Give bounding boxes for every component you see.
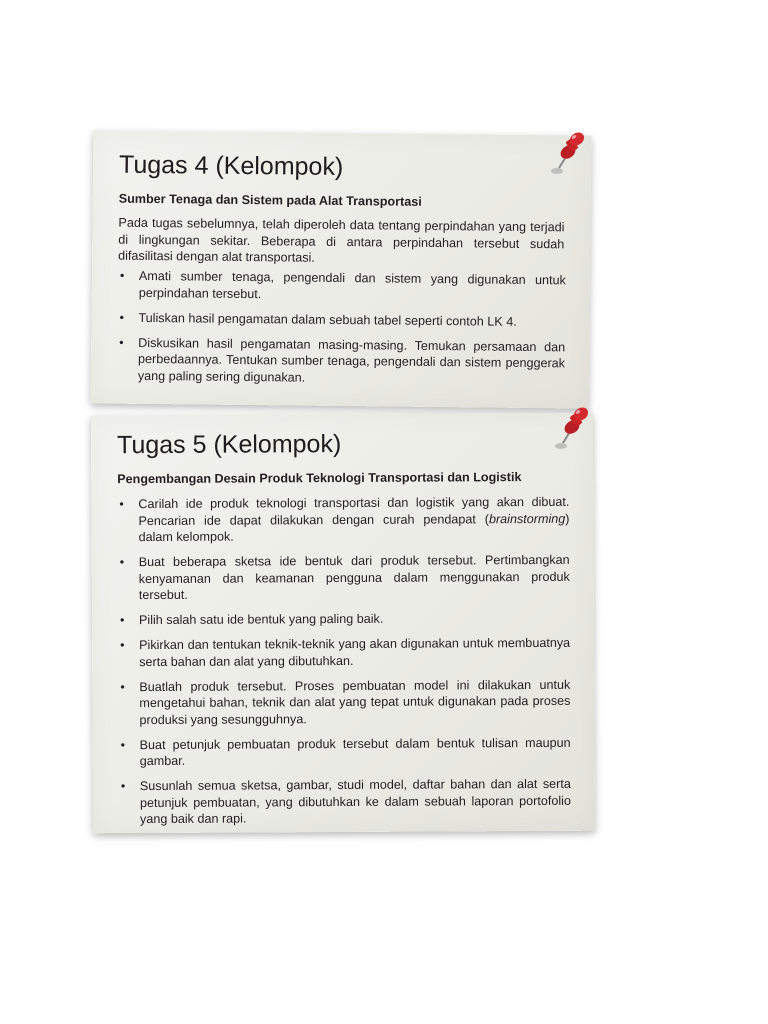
list-item-text: Buat beberapa sketsa ide bentuk dari produk tersebut. Pertimbangkan kenyamanan dan keamanan pengguna dalam menggunakan produk tersebut. bbox=[138, 552, 570, 603]
list-item bbox=[118, 635, 570, 670]
card-subtitle: Pengembangan Desain Produk Teknologi Transportasi dan Logistik bbox=[117, 470, 522, 487]
list-item bbox=[117, 334, 565, 388]
list-item-text: Susunlah semua sketsa, gambar, studi model, daftar bahan dan alat serta petunjuk pembuatan, yang dibutuhkan ke dalam sebuah laporan portofolio yang baik dan rapi. bbox=[139, 776, 571, 827]
bullet: • bbox=[120, 779, 126, 794]
bullet: • bbox=[120, 638, 125, 653]
intro-paragraph: Pada tugas sebelumnya, telah diperoleh data tentang perpindahan yang terjadi di lingkungan sekitar. Beberapa di antara perpindahan tersebut sudah difasilitasi dengan alat transportasi. bbox=[118, 215, 565, 265]
card-title: Tugas 5 (Kelompok) bbox=[116, 430, 342, 460]
list-item-text bbox=[138, 495, 569, 544]
bullet: • bbox=[119, 268, 125, 283]
list-item bbox=[118, 610, 570, 629]
list-item-text-part: ) dalam kelompok. bbox=[138, 511, 570, 545]
list-item bbox=[119, 776, 571, 828]
list-item bbox=[119, 734, 571, 769]
pushpin-icon bbox=[540, 128, 590, 180]
bullet: • bbox=[119, 613, 125, 628]
list-item-text: Buat petunjuk pembuatan produk tersebut dalam bentuk tulisan maupun gambar. bbox=[139, 735, 571, 769]
list-item bbox=[117, 309, 565, 330]
bullet: • bbox=[119, 335, 124, 350]
card-title: Tugas 4 (Kelompok) bbox=[118, 150, 344, 182]
task-list bbox=[117, 268, 566, 397]
list-item-text: Pilih salah satu ide bentuk yang paling baik. bbox=[138, 611, 384, 628]
task-card-tugas-4 bbox=[91, 130, 592, 408]
list-item-text: Tuliskan hasil pengamatan dalam sebuah tabel seperti contoh LK 4. bbox=[138, 310, 517, 329]
task-list bbox=[117, 494, 571, 836]
bullet: • bbox=[119, 497, 124, 512]
bullet: • bbox=[120, 737, 126, 752]
list-item-text: Buatlah produk tersebut. Proses pembuatan model ini dilakukan untuk mengetahui bahan, teknik dan alat yang tepat untuk digunakan pada proses produksi yang sesungguhnya. bbox=[139, 677, 571, 727]
list-item bbox=[118, 676, 570, 728]
list-item-text: Pikirkan dan tentukan teknik-teknik yang akan digunakan untuk membuatnya serta bahan dan alat yang dibutuhkan. bbox=[139, 635, 571, 669]
pushpin-icon bbox=[546, 403, 596, 455]
list-item-text: Diskusikan hasil pengamatan masing-masing. Temukan persamaan dan perbedaannya. Tentukan sumber tenaga, pengendali dan sistem penggerak yang paling sering digunakan. bbox=[137, 335, 566, 385]
card-subtitle: Sumber Tenaga dan Sistem pada Alat Transportasi bbox=[118, 191, 422, 209]
bullet: • bbox=[119, 555, 125, 570]
bullet: • bbox=[119, 310, 124, 325]
list-item-text: Amati sumber tenaga, pengendali dan sistem yang digunakan untuk perpindahan tersebut. bbox=[138, 268, 566, 301]
bullet: • bbox=[120, 679, 125, 694]
list-item bbox=[118, 552, 570, 604]
italic-term: brainstorming bbox=[488, 511, 566, 526]
list-item-text-part: Carilah ide produk teknologi transportasi dan logistik yang akan dibuat. Pencarian ide dapat dilakukan dengan curah pendapat ( bbox=[138, 494, 570, 528]
list-item bbox=[117, 494, 569, 546]
task-card-tugas-5 bbox=[91, 413, 595, 834]
list-item bbox=[118, 268, 566, 306]
